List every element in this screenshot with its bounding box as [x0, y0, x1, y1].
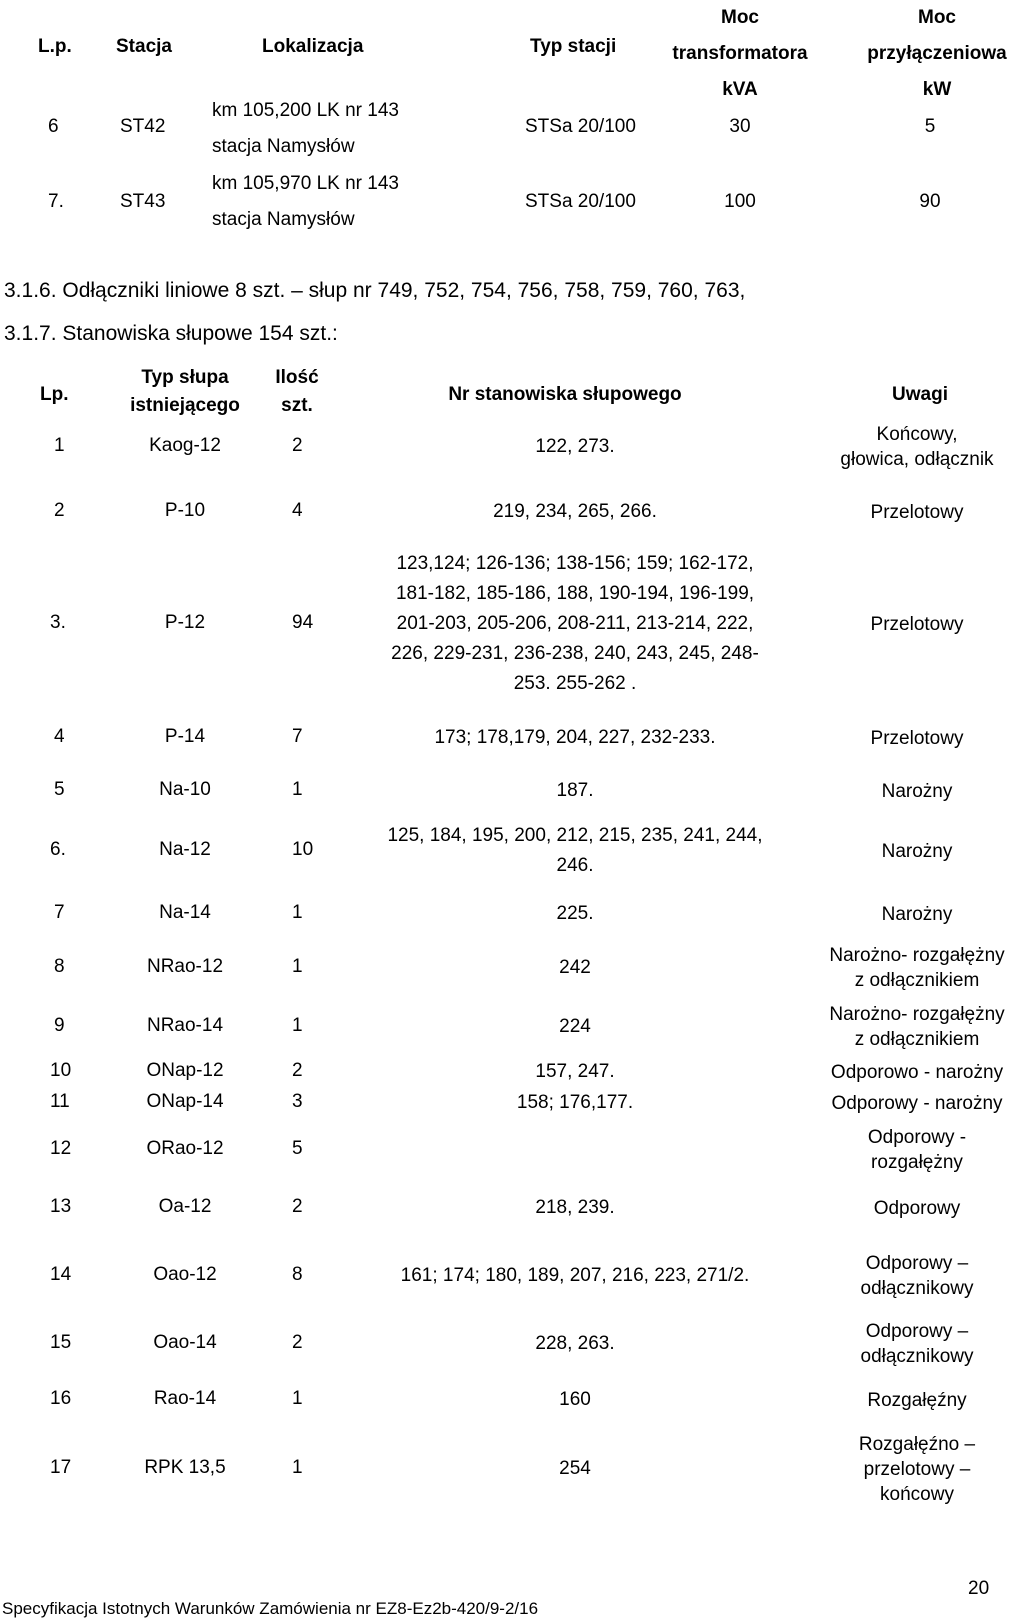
pole-row-nr: 218, 239.: [535, 1197, 615, 1218]
pole-row-typ: ONap-12: [146, 1060, 224, 1081]
pole-row-uwagi: Odporowy - rozgałężny: [867, 1127, 967, 1173]
pole-row-lp: 8: [54, 956, 65, 977]
pole-row-lp: 5: [54, 779, 65, 800]
pole-row-uwagi: Narożny: [881, 840, 953, 862]
pole-row-nr: 161; 174; 180, 189, 207, 216, 223, 271/2.: [400, 1265, 750, 1286]
stations-header-lp: L.p.: [38, 36, 72, 57]
pole-row-uwagi: Narożno- rozgałężny z odłącznikiem: [829, 1004, 1005, 1050]
stations-header-moc-przylaczeniowa: Moc przyłączeniowa kW: [867, 7, 1007, 100]
pole-row-lp: 1: [54, 435, 65, 456]
pole-row-typ: Oa-12: [158, 1196, 212, 1217]
stations-header-stacja: Stacja: [116, 36, 172, 57]
station-row-typ: STSa 20/100: [525, 116, 636, 137]
pole-row-ilosc: 2: [292, 435, 303, 456]
station-row-typ: STSa 20/100: [525, 191, 636, 212]
pole-row-nr: 173; 178,179, 204, 227, 232-233.: [434, 727, 716, 748]
poles-header-lp: Lp.: [40, 384, 69, 405]
pole-row-ilosc: 1: [292, 779, 303, 800]
poles-header-nr: Nr stanowiska słupowego: [448, 384, 682, 405]
pole-row-ilosc: 2: [292, 1332, 303, 1353]
station-row-moc-t: 100: [724, 191, 756, 212]
pole-row-nr: 157, 247.: [535, 1061, 615, 1082]
pole-row-nr: 123,124; 126-136; 138-156; 159; 162-172, 181-182, 185-186, 188, 190-194, 196-199, 201-203, 205-206, 208-211, 213-214, 222, 226, 229-231, 236-238, 240, 243, 245, 248- 253. 255-262 .: [391, 553, 759, 694]
station-row-stacja: ST42: [120, 116, 166, 137]
pole-row-ilosc: 1: [292, 956, 303, 977]
pole-row-ilosc: 10: [292, 839, 314, 860]
pole-row-lp: 3.: [50, 612, 66, 633]
pole-row-lp: 2: [54, 500, 65, 521]
pole-row-typ: Kaog-12: [149, 435, 221, 456]
pole-row-uwagi: Końcowy, głowica, odłącznik: [840, 424, 994, 470]
pole-row-typ: Rao-14: [153, 1388, 217, 1409]
station-row-moc-p: 90: [919, 191, 941, 212]
pole-row-lp: 9: [54, 1015, 65, 1036]
pole-row-typ: NRao-12: [146, 956, 224, 977]
pole-row-nr: 219, 234, 265, 266.: [493, 501, 657, 522]
pole-row-nr: 228, 263.: [535, 1333, 615, 1354]
poles-header-uwagi: Uwagi: [892, 384, 948, 405]
section-3-1-7: 3.1.7. Stanowiska słupowe 154 szt.:: [4, 322, 338, 345]
pole-row-lp: 14: [50, 1264, 72, 1285]
pole-row-lp: 4: [54, 726, 65, 747]
pole-row-lp: 15: [50, 1332, 72, 1353]
pole-row-typ: P-14: [164, 726, 206, 747]
pole-row-typ: RPK 13,5: [144, 1457, 226, 1478]
pole-row-lp: 17: [50, 1457, 72, 1478]
pole-row-nr: 254: [559, 1458, 591, 1479]
pole-row-ilosc: 4: [292, 500, 303, 521]
pole-row-ilosc: 3: [292, 1091, 303, 1112]
stations-header-moc-transformatora: Moc transformatora kVA: [672, 7, 808, 100]
pole-row-nr: 160: [559, 1389, 591, 1410]
station-row-lokalizacja: km 105,200 LK nr 143 stacja Namysłów: [212, 100, 399, 157]
pole-row-ilosc: 1: [292, 902, 303, 923]
pole-row-ilosc: 1: [292, 1015, 303, 1036]
pole-row-typ: Oao-12: [153, 1264, 217, 1285]
pole-row-typ: NRao-14: [146, 1015, 224, 1036]
pole-row-lp: 7: [54, 902, 65, 923]
pole-row-lp: 12: [50, 1138, 72, 1159]
pole-row-nr: 158; 176,177.: [516, 1092, 634, 1113]
pole-row-ilosc: 2: [292, 1060, 303, 1081]
pole-row-uwagi: Odporowy – odłącznikowy: [860, 1253, 974, 1299]
pole-row-nr: 242: [559, 957, 591, 978]
section-3-1-6: 3.1.6. Odłączniki liniowe 8 szt. – słup nr 749, 752, 754, 756, 758, 759, 760, 763,: [4, 279, 746, 302]
pole-row-lp: 11: [50, 1091, 70, 1112]
pole-row-typ: P-10: [164, 500, 206, 521]
pole-row-nr: 122, 273.: [535, 436, 615, 457]
pole-row-uwagi: Przelotowy: [870, 501, 964, 523]
station-row-lokalizacja: km 105,970 LK nr 143 stacja Namysłów: [212, 173, 399, 230]
pole-row-lp: 6.: [50, 839, 66, 860]
pole-row-uwagi: Odporowy – odłącznikowy: [860, 1321, 974, 1367]
poles-header-ilosc: Ilość szt.: [275, 367, 319, 416]
pole-row-uwagi: Odporowo - narożny: [830, 1061, 1004, 1083]
station-row-lp: 6: [48, 116, 59, 137]
pole-row-typ: Na-12: [159, 839, 211, 860]
pole-row-ilosc: 7: [292, 726, 303, 747]
stations-header-lokalizacja: Lokalizacja: [262, 36, 364, 57]
poles-header-typ: Typ słupa istniejącego: [130, 367, 240, 416]
pole-row-ilosc: 8: [292, 1264, 303, 1285]
pole-row-uwagi: Narożny: [881, 903, 953, 925]
pole-row-lp: 10: [50, 1060, 72, 1081]
pole-row-ilosc: 2: [292, 1196, 303, 1217]
page-number: 20: [968, 1578, 990, 1599]
station-row-moc-t: 30: [729, 116, 751, 137]
pole-row-nr: 187.: [556, 780, 594, 801]
pole-row-typ: Na-14: [159, 902, 211, 923]
pole-row-typ: ORao-12: [146, 1138, 224, 1159]
pole-row-ilosc: 94: [292, 612, 314, 633]
pole-row-uwagi: Narożny: [881, 780, 953, 802]
pole-row-uwagi: Narożno- rozgałężny z odłącznikiem: [829, 945, 1005, 991]
pole-row-uwagi: Odporowy: [873, 1197, 961, 1219]
pole-row-typ: P-12: [164, 612, 206, 633]
pole-row-typ: Na-10: [159, 779, 211, 800]
station-row-moc-p: 5: [924, 116, 936, 137]
pole-row-typ: Oao-14: [153, 1332, 217, 1353]
pole-row-uwagi: Rozgałęźny: [867, 1389, 967, 1411]
pole-row-lp: 13: [50, 1196, 72, 1217]
pole-row-lp: 16: [50, 1388, 72, 1409]
pole-row-ilosc: 1: [292, 1457, 303, 1478]
pole-row-uwagi: Przelotowy: [870, 727, 964, 749]
pole-row-uwagi: Przelotowy: [870, 613, 964, 635]
footer-spec: Specyfikacja Istotnych Warunków Zamówienia nr EZ8-Ez2b-420/9-2/16: [2, 1599, 539, 1618]
pole-row-uwagi: Rozgałęźno – przelotowy – końcowy: [858, 1433, 976, 1505]
station-row-lp: 7.: [48, 191, 64, 212]
pole-row-uwagi: Odporowy - narożny: [831, 1092, 1003, 1114]
pole-row-ilosc: 1: [292, 1388, 303, 1409]
pole-row-nr: 224: [559, 1016, 591, 1037]
station-row-stacja: ST43: [120, 191, 166, 212]
pole-row-typ: ONap-14: [146, 1091, 224, 1112]
pole-row-nr: 125, 184, 195, 200, 212, 215, 235, 241, 244, 246.: [387, 825, 763, 876]
pole-row-nr: 225.: [556, 903, 594, 924]
stations-header-typ-stacji: Typ stacji: [530, 36, 617, 57]
pole-row-ilosc: 5: [292, 1138, 303, 1159]
